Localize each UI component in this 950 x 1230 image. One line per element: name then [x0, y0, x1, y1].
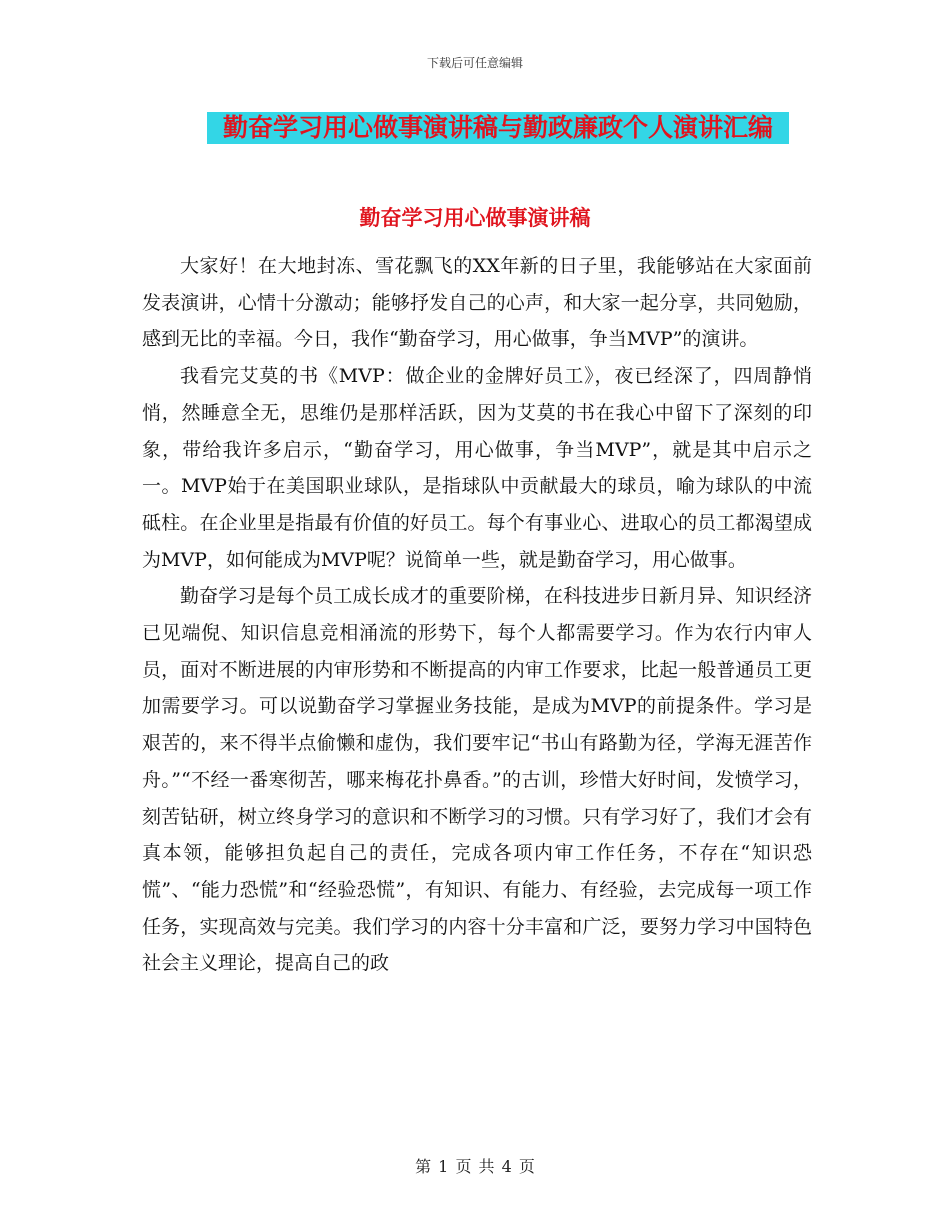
page-footer-number: 第 1 页 共 4 页 [415, 1157, 535, 1176]
document-body [142, 248, 812, 982]
document-title: 勤奋学习用心做事演讲稿与勤政廉政个人演讲汇编 [207, 112, 789, 144]
page-header-note: 下载后可任意编辑 [426, 56, 523, 70]
paragraph: 大家好！在大地封冻、雪花飘飞的XX年新的日子里，我能够站在大家面前发表演讲，心情十分激动；能够抒发自己的心声，和大家一起分享，共同勉励，感到无比的幸福。今日，我作“勤奋学习，用心做事，争当MVP”的演讲。 [142, 255, 812, 351]
paragraph: 我看完艾莫的书《MVP：做企业的金牌好员工》，夜已经深了，四周静悄悄，然睡意全无，思维仍是那样活跃，因为艾莫的书在我心中留下了深刻的印象，带给我许多启示，“勤奋学习，用心做事，争当MVP”，就是其中启示之一。MVP始于在美国职业球队，是指球队中贡献最大的球员，喻为球队的中流砥柱。在企业里是指最有价值的好员工。每个有事业心、进取心的员工都渴望成为MVP，如何能成为MVP呢？说简单一些，就是勤奋学习，用心做事。 [142, 365, 812, 571]
paragraph: 勤奋学习是每个员工成长成才的重要阶梯，在科技进步日新月异、知识经济已见端倪、知识信息竞相涌流的形势下，每个人都需要学习。作为农行内审人员，面对不断进展的内审形势和不断提高的内审工作要求，比起一般普通员工更加需要学习。可以说勤奋学习掌握业务技能，是成为MVP的前提条件。学习是艰苦的，来不得半点偷懒和虚伪，我们要牢记“书山有路勤为径，学海无涯苦作舟。”“不经一番寒彻苦，哪来梅花扑鼻香。”的古训，珍惜大好时间，发愤学习，刻苦钻研，树立终身学习的意识和不断学习的习惯。只有学习好了，我们才会有真本领，能够担负起自己的责任，完成各项内审工作任务，不存在“知识恐慌”、“能力恐慌”和“经验恐慌”，有知识、有能力、有经验，去完成每一项工作任务，实现高效与完美。我们学习的内容十分丰富和广泛，要努力学习中国特色社会主义理论，提高自己的政 [142, 585, 812, 975]
section-title: 勤奋学习用心做事演讲稿 [359, 205, 591, 230]
